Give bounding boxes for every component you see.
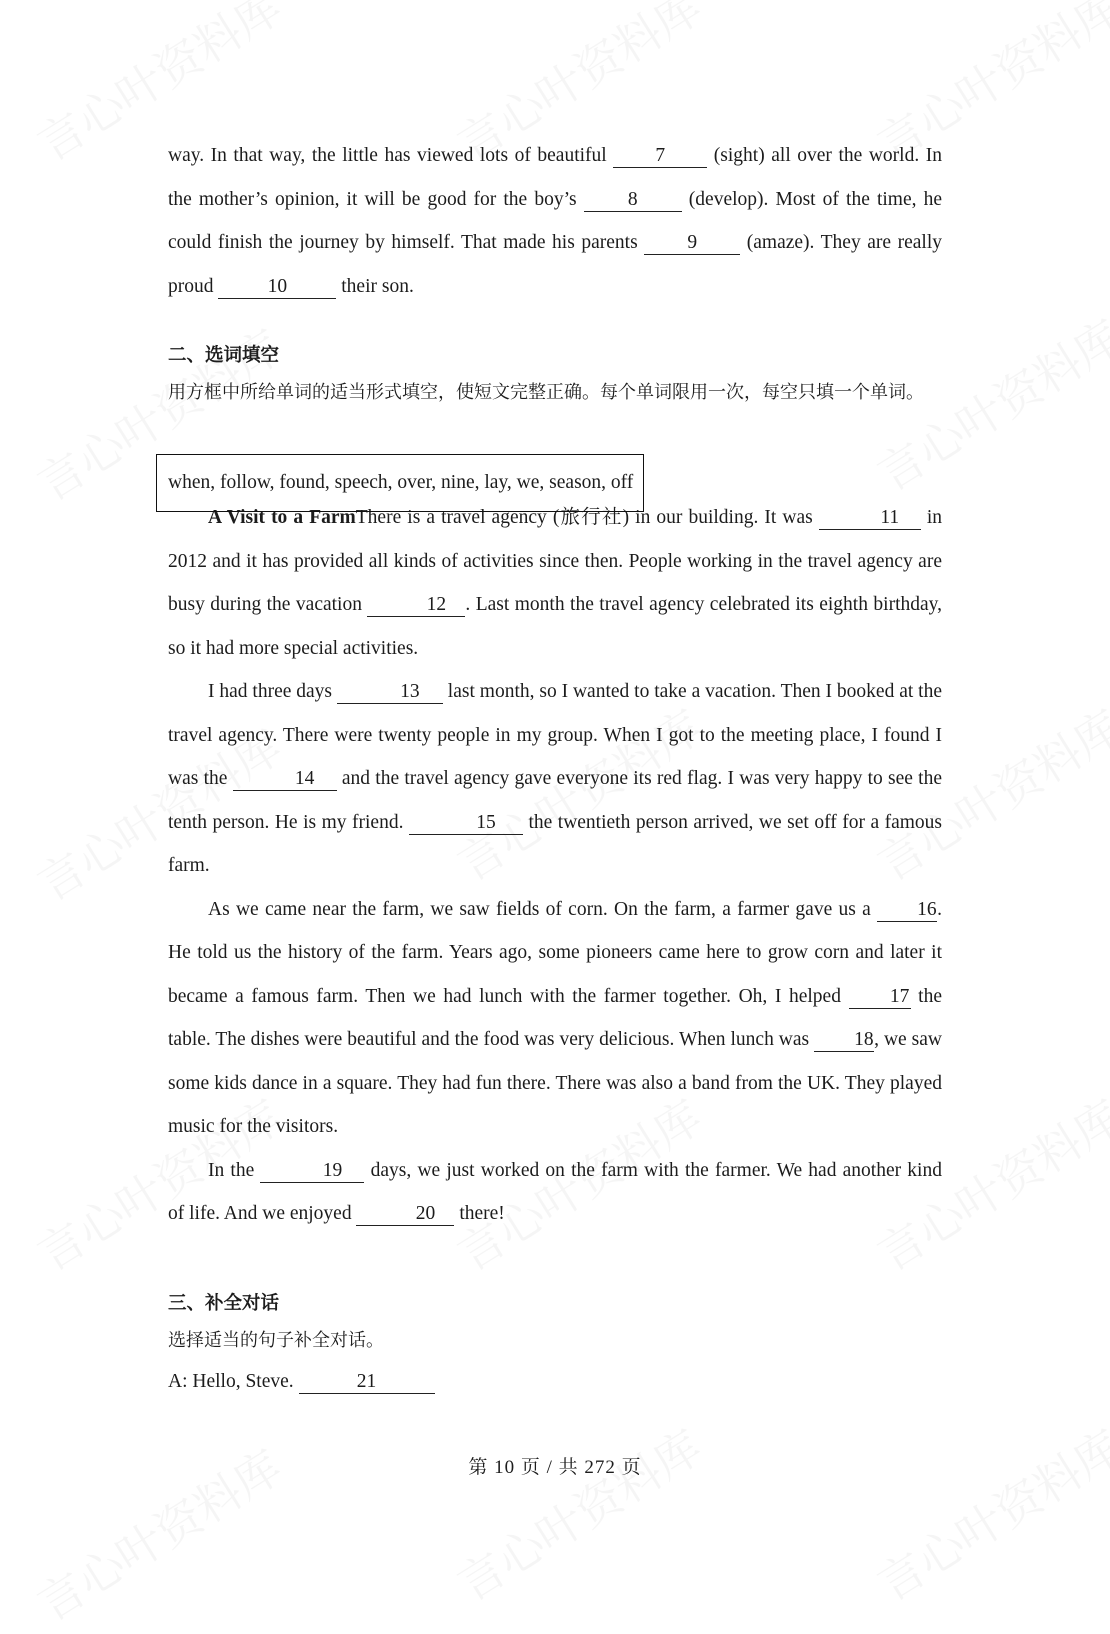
text-run: In the (208, 1159, 261, 1181)
page-footer: 第 10 页 / 共 272 页 (468, 1457, 642, 1478)
section-2-instruction: 用方框中所给单词的适当形式填空，使短文完整正确。每个单词限用一次，每空只填一个单词。 (168, 382, 924, 403)
answer-blank-20[interactable]: 20 (356, 1203, 454, 1226)
text-run: there! (454, 1203, 505, 1224)
answer-blank-12[interactable]: 12 (367, 594, 465, 617)
story-paragraph (168, 496, 942, 670)
dialogue-line (168, 1360, 942, 1404)
text-run: I had three days (208, 681, 337, 702)
text-run: last month, so I wanted to take a vacation. Then I booked at the travel agency. There were twenty people in my group. When I got to the meeting place, I found I was the (168, 681, 942, 789)
text-run: . He told us the history of the farm. Years ago, some pioneers came here to grow corn and later it became a famous farm. Then we had lunch with the farmer together. Oh, I helped (168, 898, 942, 1007)
section-2-title: 二、选词填空 (168, 345, 280, 366)
text-run: (sight) all over the world. In the mother’s opinion, it will be good for the boy’s (168, 145, 942, 210)
word-bank-box: when, follow, found, speech, over, nine, lay, we, season, off (156, 454, 644, 512)
paragraph-continued (168, 134, 942, 308)
document-page (168, 134, 942, 1403)
watermark-text (863, 1412, 1110, 1614)
section-3-instruction: 选择适当的句子补全对话。 (168, 1329, 384, 1351)
text-run: There is a travel agency (旅行社) in our building. It was (355, 507, 819, 528)
section-3-title: 三、补全对话 (168, 1292, 280, 1314)
answer-blank-11[interactable]: 11 (819, 507, 921, 530)
text-run: As we came near the farm, we saw fields of corn. On the farm, a farmer gave us a (208, 898, 878, 920)
story-paragraph (168, 670, 942, 888)
answer-blank-10[interactable]: 10 (218, 276, 336, 299)
text-run: A: Hello, Steve. (168, 1370, 299, 1392)
answer-blank-18[interactable]: 18 (814, 1029, 874, 1052)
text-run: and the travel agency gave everyone its red flag. I was very happy to see the tenth person. He is my friend. (168, 768, 942, 833)
story-paragraph (168, 888, 942, 1149)
answer-blank-14[interactable]: 14 (233, 768, 337, 791)
answer-blank-21[interactable]: 21 (299, 1371, 435, 1394)
text-run: their son. (336, 275, 414, 297)
text-run: the table. The dishes were beautiful and the food was very delicious. When lunch was (168, 985, 943, 1050)
story-title: A Visit to a Farm (208, 507, 356, 528)
answer-blank-9[interactable]: 9 (644, 232, 740, 255)
answer-blank-16[interactable]: 16 (877, 899, 937, 922)
text-run: days, we just worked on the farm with the farmer. We had another kind of life. And we enjoyed (168, 1159, 942, 1224)
answer-blank-17[interactable]: 17 (849, 986, 911, 1009)
answer-blank-8[interactable]: 8 (584, 189, 682, 212)
watermark-text (443, 1412, 712, 1614)
text-run: . Last month the travel agency celebrated its eighth birthday, so it had more special activities. (168, 594, 943, 659)
answer-blank-7[interactable]: 7 (613, 145, 707, 168)
text-run: (amaze). They are really proud (168, 232, 942, 297)
text-run: the twentieth person arrived, we set off for a famous farm. (168, 811, 942, 876)
answer-blank-15[interactable]: 15 (409, 812, 523, 835)
answer-blank-13[interactable]: 13 (337, 681, 443, 704)
text-run: in 2012 and it has provided all kinds of activities since then. People working in the travel agency are busy during the vacation (168, 507, 943, 615)
text-run: way. In that way, the little has viewed lots of beautiful (168, 145, 614, 166)
answer-blank-19[interactable]: 19 (260, 1160, 364, 1183)
text-run: , we saw some kids dance in a square. They had fun there. There was also a band from the UK. They played music for the visitors. (168, 1029, 942, 1137)
story-paragraph (168, 1149, 942, 1236)
text-run: (develop). Most of the time, he could finish the journey by himself. That made his parents (168, 188, 942, 253)
